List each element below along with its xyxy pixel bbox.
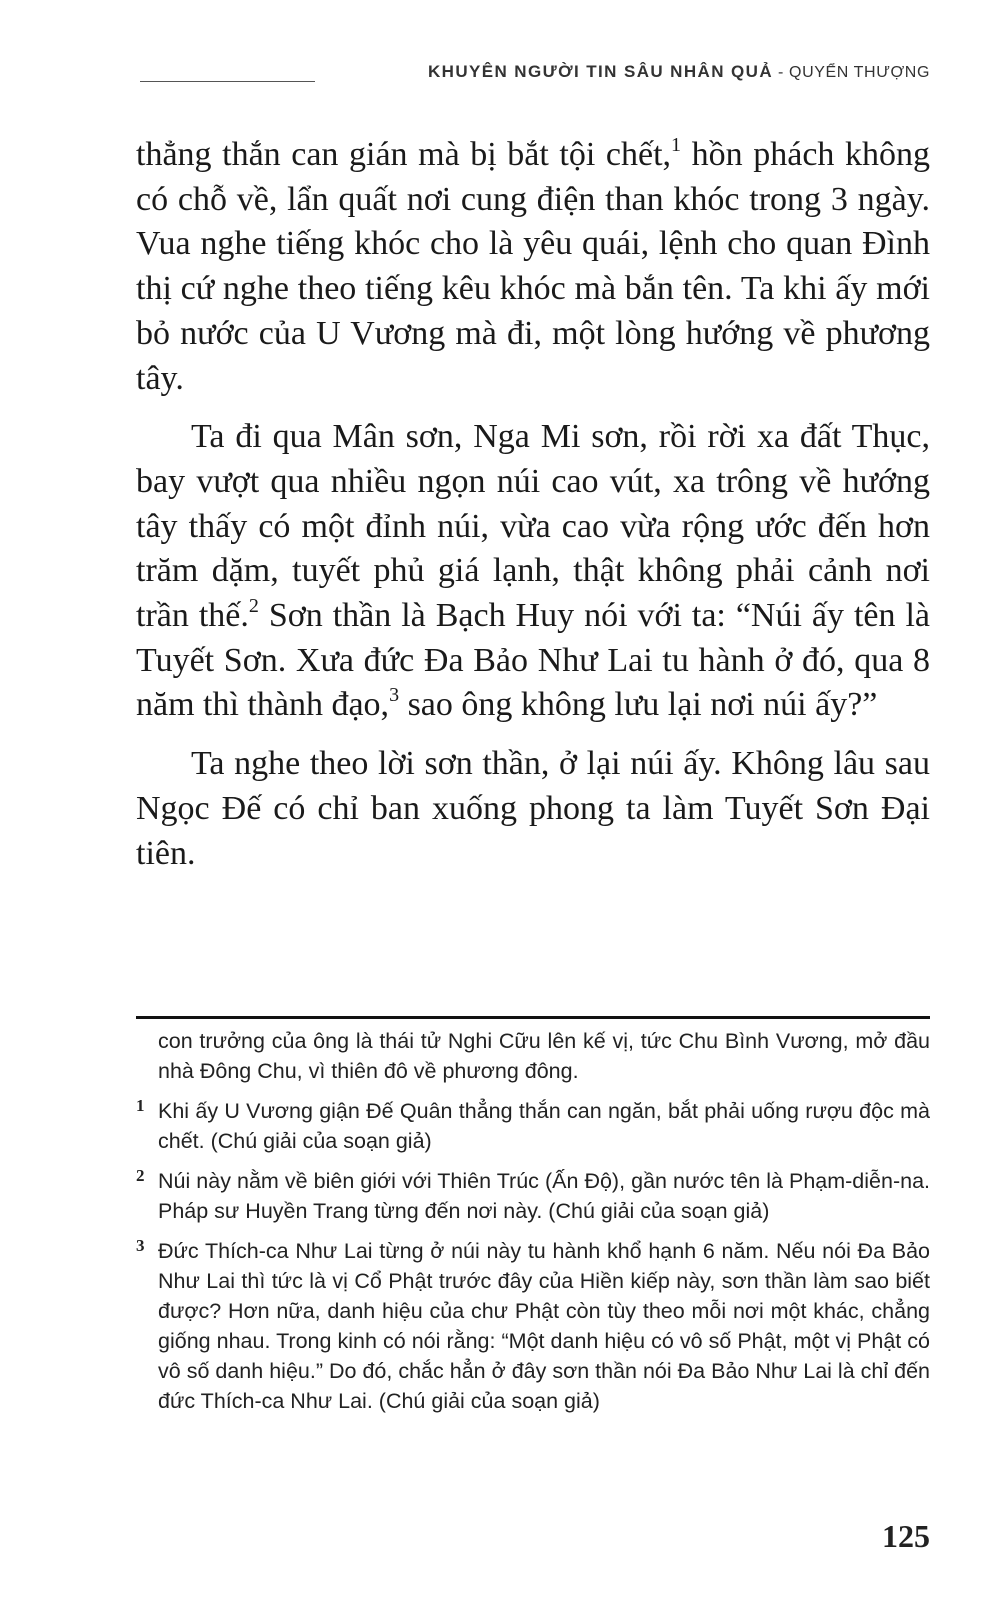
paragraph-1-part-1: thẳng thắn can gián mà bị bắt tội chết, (136, 136, 672, 173)
footnote-3 (136, 1236, 930, 1416)
footnote-1 (136, 1096, 930, 1156)
paragraph-2-part-2: Sơn thần là Bạch Huy nói với ta: “Núi ấy tên là Tuyết Sơn. Xưa đức Đa Bảo Như Lai tu hành ở đó, qua 8 năm thì thành đạo, (136, 597, 930, 724)
footnote-2-text: Núi này nằm về biên giới với Thiên Trúc (Ấn Độ), gần nước tên là Phạm-diễn-na. Pháp sư Huyền Trang từng đến nơi này. (Chú giải của soạn giả) (158, 1169, 930, 1223)
paragraph-1 (136, 133, 930, 401)
footnote-3-text: Đức Thích-ca Như Lai từng ở núi này tu hành khổ hạnh 6 năm. Nếu nói Đa Bảo Như Lai thì tức là vị Cổ Phật trước đây của Hiền kiếp này, sơn thần làm sao biết được? Hơn nữa, danh hiệu của chư Phật còn tùy theo mỗi nơi một khác, chẳng giống nhau. Trong kinh có nói rằng: “Một danh hiệu có vô số Phật, một vị Phật có vô số danh hiệu.” Do đó, chắc hẳn ở đây sơn thần nói Đa Bảo Như Lai là chỉ đến đức Thích-ca Như Lai. (Chú giải của soạn giả) (158, 1239, 930, 1413)
header-text (428, 62, 930, 82)
header-rule (140, 81, 315, 82)
header-title: KHUYÊN NGƯỜI TIN SÂU NHÂN QUẢ (428, 62, 773, 81)
footnote-continuation (136, 1026, 930, 1086)
footnote-2-number: 2 (136, 1166, 145, 1185)
footnote-continuation-text: con trưởng của ông là thái tử Nghi Cữu lên kế vị, tức Chu Bình Vương, mở đầu nhà Đông Chu, vì thiên đô về phương đông. (158, 1029, 930, 1083)
footnote-2 (136, 1166, 930, 1226)
header-subtitle: QUYỂN THƯỢNG (789, 64, 930, 81)
footnotes (136, 1026, 930, 1426)
paragraph-2-part-3: sao ông không lưu lại nơi núi ấy?” (399, 686, 878, 724)
footnote-3-number: 3 (136, 1236, 145, 1255)
footnote-1-number: 1 (136, 1096, 145, 1115)
footnote-ref-3: 3 (389, 684, 400, 707)
paragraph-2-part-1: Ta đi qua Mân sơn, Nga Mi sơn, rồi rời xa đất Thục, bay vượt qua nhiều ngọn núi cao vút, xa trông về hướng tây thấy có một đỉnh núi, vừa cao vừa rộng ước đến hơn trăm dặm, tuyết phủ giá lạnh, thật không phải cảnh nơi trần thế. (136, 418, 930, 635)
footnote-1-text: Khi ấy U Vương giận Đế Quân thẳng thắn can ngăn, bắt phải uống rượu độc mà chết. (Chú giải của soạn giả) (158, 1099, 930, 1153)
paragraph-3: Ta nghe theo lời sơn thần, ở lại núi ấy. Không lâu sau Ngọc Đế có chỉ ban xuống phong ta làm Tuyết Sơn Đại tiên. (136, 745, 930, 872)
page-number: 125 (882, 1518, 930, 1554)
main-text (136, 133, 930, 890)
footnote-ref-2: 2 (248, 595, 259, 618)
header-separator: - (773, 64, 790, 81)
paragraph-1-part-2: hồn phách không có chỗ về, lẩn quất nơi cung điện than khóc trong 3 ngày. Vua nghe tiếng khóc cho là yêu quái, lệnh cho quan Đình thị cứ nghe theo tiếng kêu khóc mà bắn tên. Ta khi ấy mới bỏ nước của U Vương mà đi, một lòng hướng về phương tây. (136, 136, 930, 397)
running-header (140, 58, 930, 88)
footnote-ref-1: 1 (671, 134, 682, 156)
footnote-rule (136, 1016, 930, 1019)
paragraph-2 (136, 415, 930, 728)
